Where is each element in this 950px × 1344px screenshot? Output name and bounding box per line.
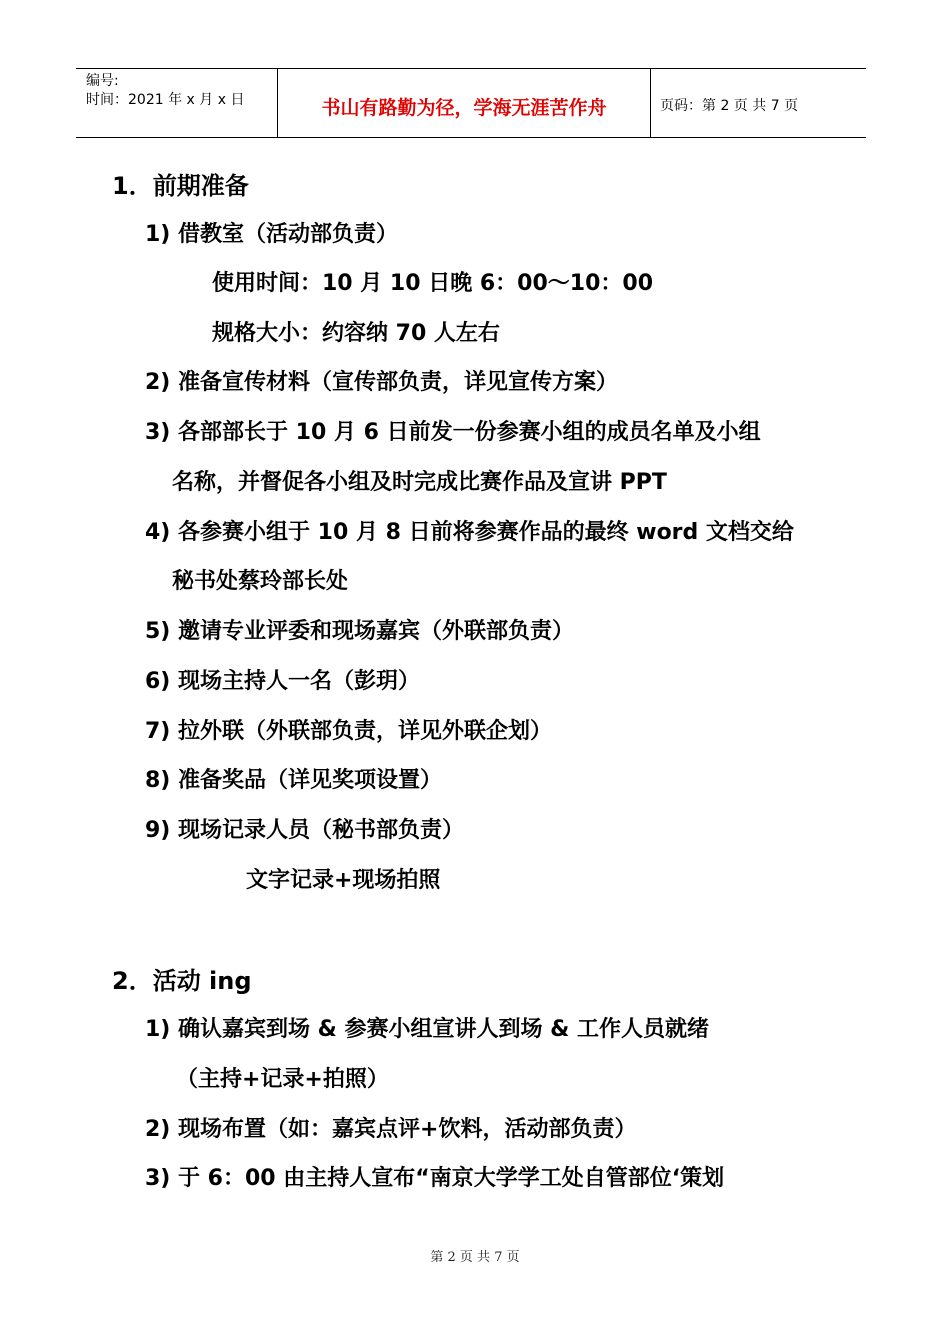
list-item-detail: 使用时间：10 月 10 日晚 6：00～10：00: [212, 271, 654, 296]
header-mid-cell: [278, 69, 651, 137]
section-heading-activity: 2．活动 ing: [112, 967, 252, 995]
number-label: 编号:: [86, 73, 119, 89]
list-item-continuation: 名称，并督促各小组及时完成比赛作品及宣讲 PPT: [172, 470, 667, 495]
list-item-detail: 规格大小：约容纳 70 人左右: [212, 321, 500, 346]
list-item: 1) 确认嘉宾到场 & 参赛小组宣讲人到场 & 工作人员就绪: [145, 1017, 710, 1042]
header-left-cell: [76, 69, 278, 137]
list-item-continuation: （主持+记录+拍照）: [176, 1067, 389, 1092]
list-item-continuation: 秘书处蔡玲部长处: [172, 569, 349, 594]
section-heading-preparation: 1．前期准备: [112, 172, 249, 200]
list-item: 4) 各参赛小组于 10 月 8 日前将参赛作品的最终 word 文档交给: [145, 520, 794, 545]
page-footer: 第 2 页 共 7 页: [430, 1250, 520, 1265]
list-item: 5) 邀请专业评委和现场嘉宾（外联部负责）: [145, 619, 575, 644]
list-item: 9) 现场记录人员（秘书部负责）: [145, 818, 465, 843]
list-item: 7) 拉外联（外联部负责，详见外联企划）: [145, 719, 553, 744]
list-item: 6) 现场主持人一名（彭玥）: [145, 669, 421, 694]
header-motto: 书山有路勤为径，学海无涯苦作舟: [321, 97, 607, 119]
list-item: 1) 借教室（活动部负责）: [145, 222, 399, 247]
list-item: 2) 现场布置（如：嘉宾点评+饮料，活动部负责）: [145, 1117, 637, 1142]
list-item: 2) 准备宣传材料（宣传部负责，详见宣传方案）: [145, 370, 619, 395]
time-label: 时间：2021 年 x 月 x 日: [86, 92, 245, 108]
list-item: 3) 于 6：00 由主持人宣布“南京大学学工处自管部位‘策划: [145, 1166, 725, 1191]
header-right-cell: [651, 69, 866, 137]
list-item: 8) 准备奖品（详见奖项设置）: [145, 768, 443, 793]
header-page-info: 页码：第 2 页 共 7 页: [660, 98, 799, 114]
document-header: [76, 68, 866, 138]
list-item: 3) 各部部长于 10 月 6 日前发一份参赛小组的成员名单及小组: [145, 420, 761, 445]
list-item-detail: 文字记录+现场拍照: [246, 868, 441, 893]
